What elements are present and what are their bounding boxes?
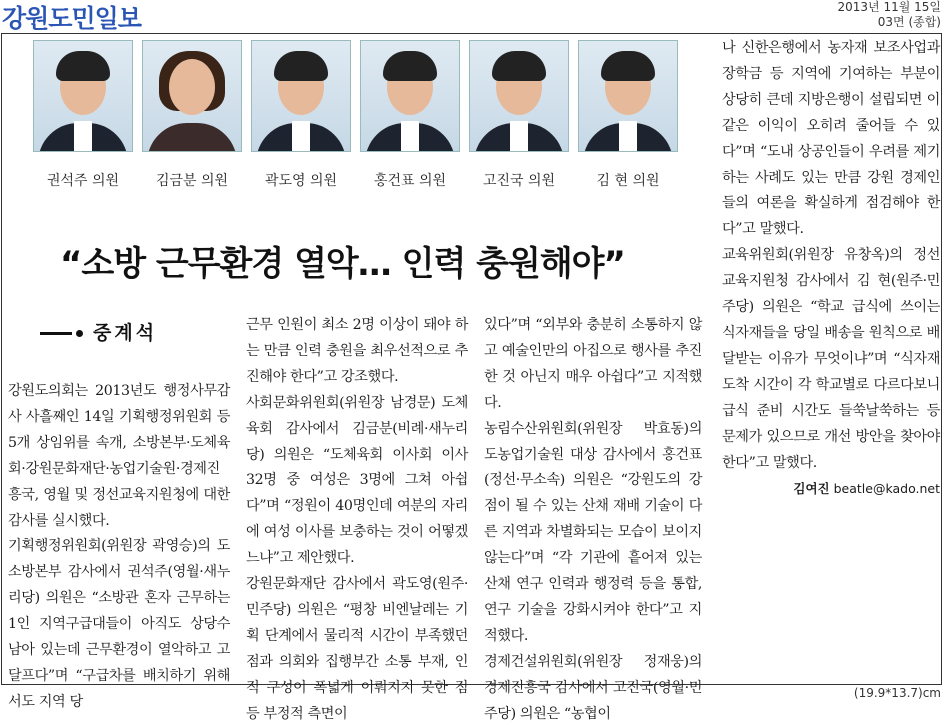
body-column-4	[722, 36, 940, 502]
section-label	[40, 318, 157, 345]
paragraph: 강원도의회는 2013년도 행정사무감사 사흘째인 14일 기획행정위원회 등 5개 상임위를 속개, 소방본부·도체육회·강원문화재단·농업기술원·경제진흥국, 영월 및 정선교육지원청에 대한 감사를 실시했다.	[8, 383, 230, 529]
paragraph: 사회문화위원회(위원장 남경문) 도체육회 감사에서 김금분(비례·새누리당) 의원은 “도체육회 이사회 이사 32명 중 여성은 3명에 그쳐 아쉽다”며 “정원이 40명인데 여분의 자리에 여성 이사를 보충하는 것이 어떻겠느냐”고 제안했다.	[246, 394, 468, 567]
clipping-size: (19.9*13.7)cm	[853, 686, 941, 700]
portrait	[360, 40, 460, 152]
section-rule	[40, 332, 72, 335]
photo-1	[33, 40, 133, 190]
photo-row	[30, 40, 690, 210]
photo-caption: 고진국 의원	[482, 173, 556, 189]
section-bullet	[76, 330, 83, 337]
photo-caption: 권석주 의원	[46, 173, 120, 189]
photo-caption: 김금분 의원	[155, 173, 229, 189]
body-column-3	[484, 313, 702, 728]
portrait	[142, 40, 242, 152]
paragraph: 농림수산위원회(위원장 박효동)의 도농업기술원 대상 감사에서 홍건표(정선·무소속) 의원은 “강원도의 강점이 될 수 있는 산채 재배 기술이 다른 지역과 차별화되는 모습이 보이지 않는다”며 “각 기관에 흩어져 있는 산채 연구 인력과 행정력 등을 통합, 연구 기술을 강화시켜야 한다”고 지적했다.	[484, 420, 702, 644]
photo-5	[469, 40, 569, 190]
portrait	[251, 40, 351, 152]
reporter-email: beatle@kado.net	[833, 481, 940, 497]
reporter-name: 김여진	[793, 481, 830, 497]
photo-3	[251, 40, 351, 190]
masthead	[0, 0, 945, 34]
headline: “소방 근무환경 열악… 인력 충원해야”	[60, 244, 625, 284]
photo-6	[578, 40, 678, 190]
paragraph: 경제건설위원회(위원장 정재웅)의 경제진흥국 감사에서 고진국(영월·민주당) 의원은 “농협이	[484, 653, 702, 722]
photo-2	[142, 40, 242, 190]
byline	[722, 476, 940, 502]
paragraph: 있다”며 “외부와 충분히 소통하지 않고 예술인만의 아집으로 행사를 추진한 것 아닌지 매우 아쉽다”고 지적했다.	[484, 317, 702, 411]
portrait	[469, 40, 569, 152]
paragraph: 교육위원회(위원장 유창옥)의 정선교육지원청 감사에서 김 현(원주·민주당) 의원은 “학교 급식에 쓰이는 식자재들을 당일 배송을 원칙으로 배달받는 이유가 무엇이냐”며 “식자재 도착 시간이 각 학교별로 다르다보니 급식 준비 시간도 들쑥날쑥하는 등 문제가 있으므로 개선 방안을 찾아야 한다”고 말했다.	[722, 247, 940, 471]
photo-caption: 곽도영 의원	[264, 173, 338, 189]
paragraph: 근무 인원이 최소 2명 이상이 돼야 하는 만큼 인력 충원을 최우선적으로 추진해야 한다”고 강조했다.	[246, 317, 468, 385]
newspaper-logo: 강원도민일보	[2, 4, 141, 33]
photo-caption: 김 현 의원	[596, 173, 660, 189]
photo-caption: 홍건표 의원	[373, 173, 447, 189]
issue-date-text: 2013년 11월 15일	[837, 0, 941, 14]
photo-4	[360, 40, 460, 190]
page-number: 03면 (종합)	[877, 15, 941, 29]
body-column-2	[246, 313, 468, 728]
portrait	[578, 40, 678, 152]
paragraph: 나 신한은행에서 농자재 보조사업과 장학금 등 지역에 기여하는 부분이 상당히 큰데 지방은행이 설립되면 이같은 이익이 오히려 줄어들 수 있다”며 “도내 상공인들이 우려를 제기하는 사례도 있는 만큼 강원 경제인들의 여론을 확실하게 점검해야 한다”고 말했다.	[722, 40, 940, 238]
paragraph: 기획행정위원회(위원장 곽영승)의 도소방본부 감사에서 권석주(영월·새누리당) 의원은 “소방관 혼자 근무하는 1인 지역구급대들이 아직도 상당수 남아 있는데 근무환경이 열악하고 고달프다”며 “구급차를 배치하기 위해서도 지역 당	[8, 538, 230, 710]
section-label-text: 중계석	[93, 322, 158, 344]
body-column-1	[8, 379, 230, 716]
paragraph: 강원문화재단 감사에서 곽도영(원주·민주당) 의원은 “평창 비엔날레는 기획 단계에서 물리적 시간이 부족했던 점과 의회와 집행부간 소통 부재, 인적 구성이 폭넓게 이뤄지지 못한 점 등 부정적 측면이	[246, 576, 468, 722]
portrait	[33, 40, 133, 152]
issue-date	[838, 0, 941, 30]
